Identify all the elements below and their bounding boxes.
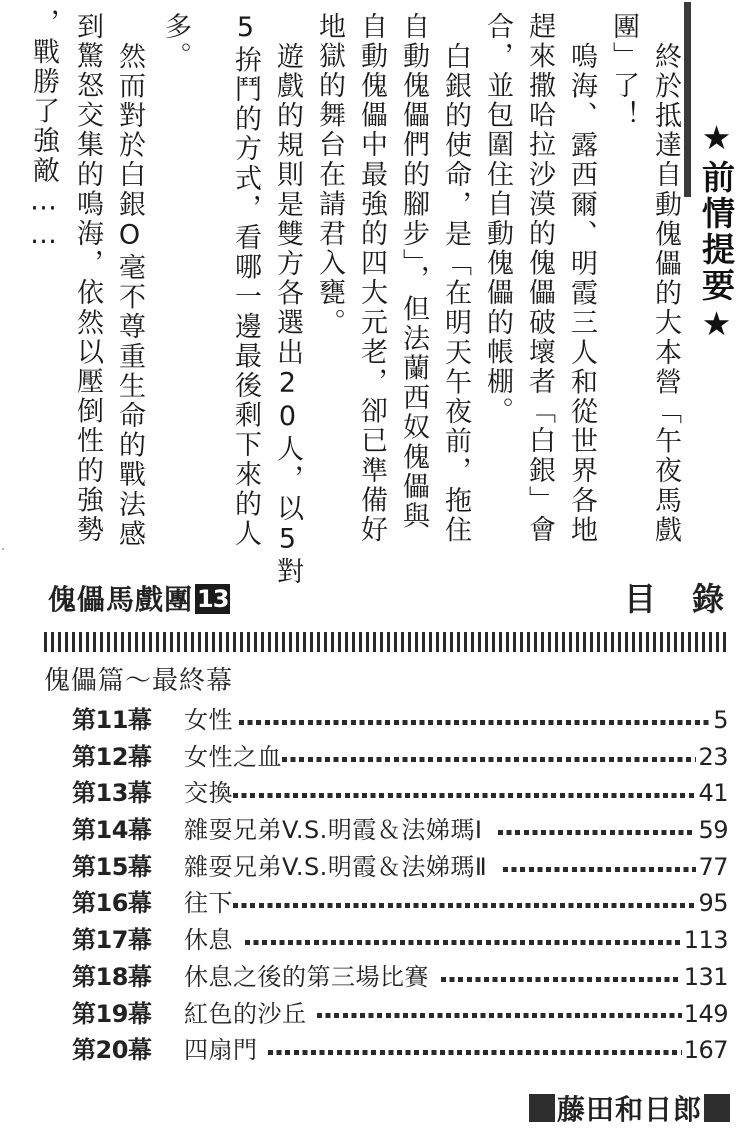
synopsis-divider-bar [684, 2, 691, 197]
toc-page-number: 131 [683, 962, 728, 991]
dot-leader [233, 903, 696, 908]
toc-entry[interactable] [72, 847, 728, 884]
author-block-left [529, 1094, 555, 1122]
toc-page-number: 77 [698, 852, 728, 881]
dot-leader [239, 720, 711, 725]
synopsis-column: 到驚怒交集的鳴海，依然以壓倒性的強勢 [72, 12, 103, 545]
author-credit [529, 1088, 730, 1128]
paper-speck [2, 548, 4, 550]
dot-leader [498, 830, 696, 835]
toc-entry[interactable] [72, 994, 728, 1031]
toc-chapter-title: 紅色的沙丘 [184, 999, 307, 1028]
synopsis-column: 然而對於白銀O毫不尊重生命的戰法感 [114, 42, 145, 550]
toc-entry[interactable] [72, 957, 728, 994]
contents-title [624, 574, 724, 620]
author-block-right [704, 1094, 730, 1122]
synopsis-column: 團」了！ [608, 12, 639, 131]
author-name: 藤田和日郎 [556, 1093, 702, 1126]
toc-entry[interactable] [72, 700, 728, 737]
toc-act-number: 第14幕 [72, 816, 152, 845]
synopsis-column: 遊戲的規則是雙方各選出20人，以5對 [272, 42, 303, 587]
toc-entry[interactable] [72, 773, 728, 810]
toc-act-number: 第12幕 [72, 742, 152, 771]
tick-rule-divider [44, 632, 730, 652]
toc-act-number: 第13幕 [72, 779, 152, 808]
synopsis-column: 自動傀儡們的腳步」，但法蘭西奴傀儡與 [398, 12, 429, 532]
toc-act-number: 第11幕 [72, 706, 152, 734]
synopsis-column: 嗚海、露西爾、明霞三人和從世界各地 [566, 42, 597, 546]
toc-act-number: 第16幕 [72, 889, 152, 918]
toc-page-number: 149 [683, 999, 728, 1028]
synopsis-column: 合，並包圍住自動傀儡的帳棚。 [482, 12, 513, 427]
toc-entry[interactable] [72, 737, 728, 774]
toc-entry[interactable] [72, 883, 728, 920]
toc-chapter-title: 休息之後的第三場比賽 [184, 962, 429, 991]
series-title [48, 578, 230, 618]
toc-chapter-title: 雜耍兄弟V.S.明霞＆法娣瑪Ⅱ [184, 852, 488, 881]
synopsis-column: 自動傀儡中最強的四大元老，卻已準備好 [356, 12, 387, 545]
toc-page-number: 113 [683, 926, 728, 955]
synopsis-column: 終於抵達自動傀儡的大本營「午夜馬戲 [650, 42, 681, 546]
toc-page-number: 95 [698, 889, 728, 918]
dot-leader [441, 977, 682, 982]
dot-leader [268, 1050, 682, 1055]
toc-page-number: 23 [698, 742, 728, 771]
toc-chapter-title: 交換 [184, 779, 233, 808]
dot-leader [245, 940, 682, 945]
toc-chapter-title: 休息 [184, 926, 233, 955]
contents-title-char: 錄 [691, 580, 724, 618]
synopsis-column: 地獄的舞台在請君入甕。 [314, 12, 345, 338]
toc-chapter-title: 往下 [184, 889, 233, 918]
toc-page-number: 41 [698, 779, 728, 808]
toc-act-number: 第20幕 [72, 1036, 152, 1065]
synopsis-column: 5拚鬥的方式，看哪一邊最後剩下來的人 [230, 12, 261, 549]
toc-act-number: 第18幕 [72, 962, 152, 991]
toc-entry[interactable] [72, 920, 728, 957]
toc-page-number: 167 [683, 1036, 728, 1065]
toc-act-number: 第17幕 [72, 926, 152, 955]
synopsis-column: 多。 [160, 12, 191, 72]
toc-list [72, 700, 728, 1067]
synopsis-heading: ★前情提要★ [697, 118, 736, 346]
toc-page-number: 5 [713, 706, 728, 734]
toc-act-number: 第19幕 [72, 999, 152, 1028]
synopsis-column: 白銀的使命，是「在明天午夜前，拖住 [440, 42, 471, 546]
dot-leader [282, 757, 696, 762]
toc-chapter-title: 四扇門 [184, 1036, 258, 1065]
toc-entry[interactable] [72, 810, 728, 847]
toc-chapter-title: 女性 [184, 706, 233, 734]
volume-number-badge: 13 [197, 585, 229, 613]
dot-leader [233, 793, 696, 798]
toc-chapter-title: 女性之血 [184, 742, 282, 771]
synopsis-column: 趕來撒哈拉沙漠的傀儡破壞者「白銀」會 [524, 12, 555, 545]
toc-entry[interactable] [72, 1030, 728, 1067]
toc-chapter-title: 雜耍兄弟V.S.明霞＆法娣瑪Ⅰ [184, 816, 483, 845]
toc-act-number: 第15幕 [72, 852, 152, 881]
synopsis-column: ，戰勝了強敵…… [28, 8, 59, 253]
contents-title-char: 目 [623, 580, 692, 618]
dot-leader [317, 1013, 682, 1018]
series-title-text: 傀儡馬戲團 [48, 583, 194, 616]
arc-title: 傀儡篇～最終幕 [44, 666, 234, 696]
dot-leader [503, 867, 696, 872]
toc-page-number: 59 [698, 816, 728, 845]
toc-header [0, 568, 744, 618]
